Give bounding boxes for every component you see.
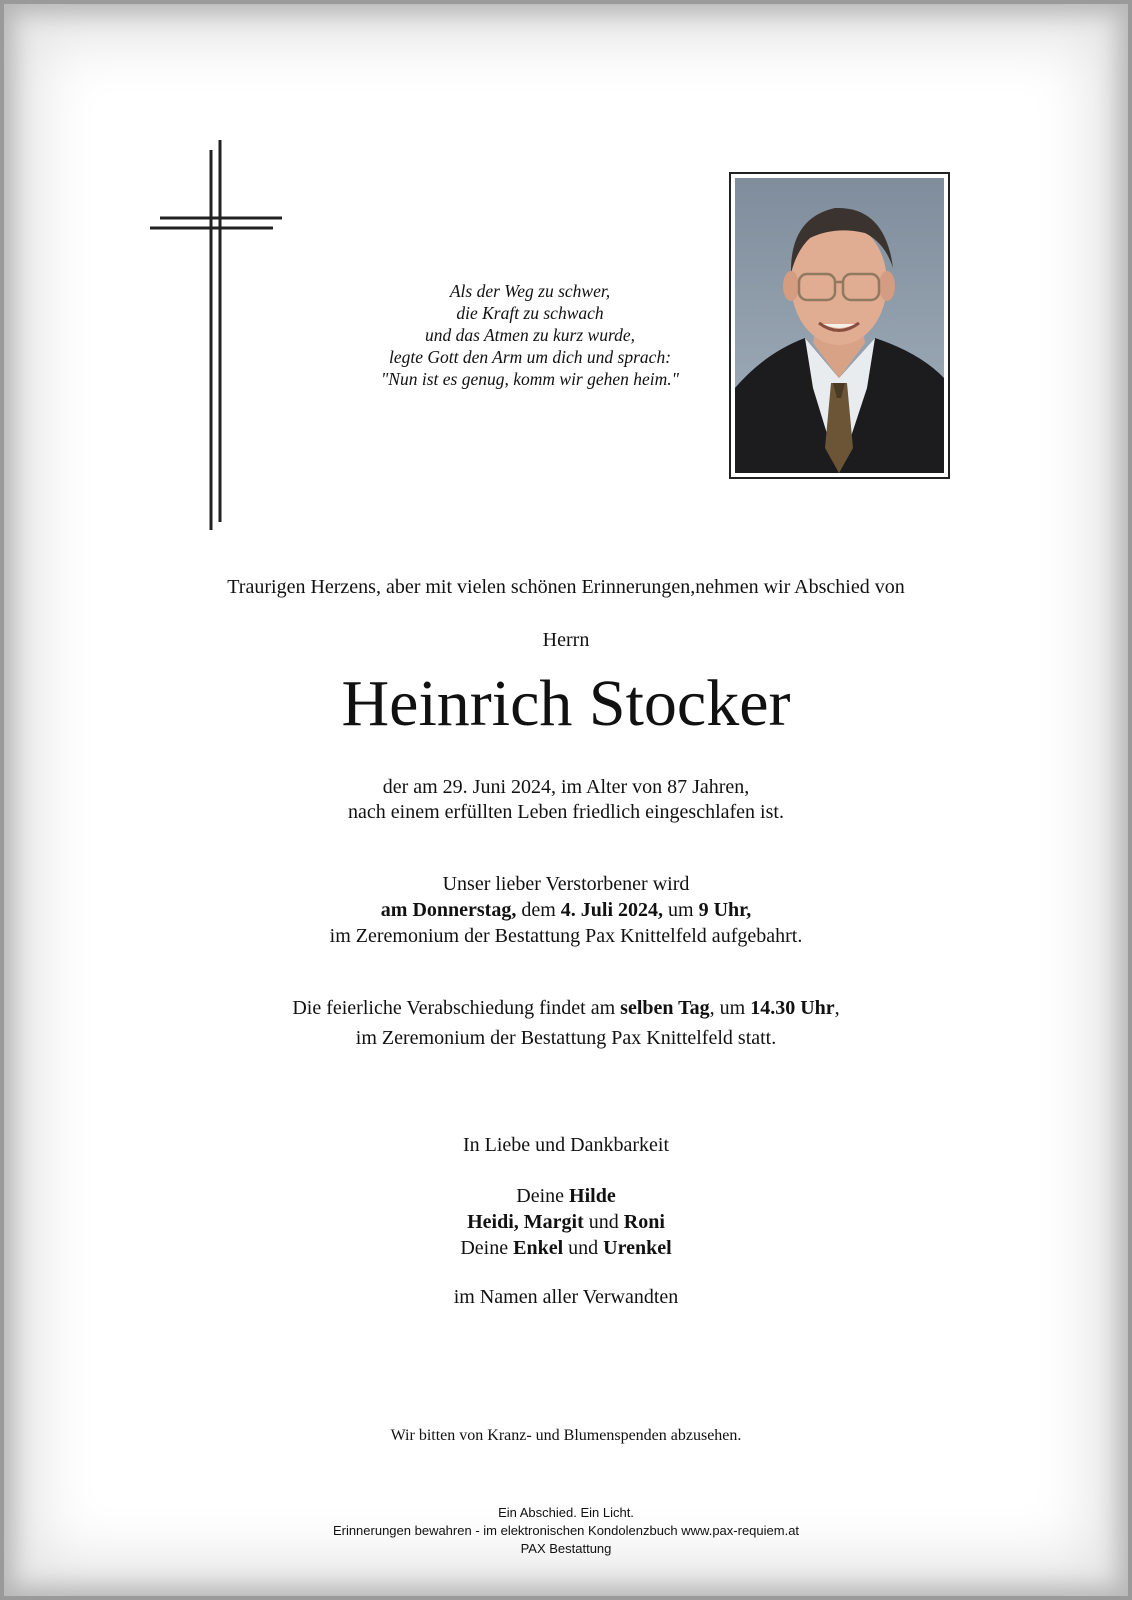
- mourners-text: Deine: [516, 1185, 570, 1207]
- footer-line-3: PAX Bestattung: [520, 1541, 612, 1556]
- farewell-time: 14.30 Uhr: [750, 997, 835, 1019]
- mourners-text: und: [563, 1237, 604, 1259]
- viewing-um: um: [663, 899, 699, 921]
- viewing-line-1: Unser lieber Verstorbener wird: [442, 873, 690, 895]
- intro-text: Traurigen Herzens, aber mit vielen schönen Erinnerungen,nehmen wir Abschied von: [227, 576, 905, 598]
- death-notice: [0, 775, 1132, 825]
- viewing-dem: dem: [516, 899, 561, 921]
- mourners-line-1: [0, 1183, 1132, 1209]
- mourner-name: Heidi, Margit: [467, 1211, 584, 1233]
- portrait-frame: [729, 172, 950, 479]
- mourners-line-2: [0, 1209, 1132, 1235]
- footer-line-1: Ein Abschied. Ein Licht.: [498, 1505, 634, 1520]
- farewell-line-1: [0, 993, 1132, 1023]
- mourners-text: Deine: [460, 1237, 514, 1259]
- mourner-name: Roni: [623, 1211, 665, 1233]
- farewell-prefix: Die feierliche Verabschiedung findet am: [292, 997, 621, 1019]
- salutation: Herrn: [542, 629, 590, 651]
- footer-line-2: Erinnerungen bewahren - im elektronischen Kondolenzbuch www.pax-requiem.at: [332, 1523, 800, 1538]
- mourners: [0, 1183, 1132, 1261]
- mourners-line-3: [0, 1235, 1132, 1261]
- relatives-line: im Namen aller Verwandten: [453, 1286, 679, 1308]
- viewing-line-2: [0, 897, 1132, 923]
- poem-line: legte Gott den Arm um dich und sprach:: [388, 347, 672, 367]
- poem-line: Als der Weg zu schwer,: [449, 281, 611, 301]
- deceased-name: Heinrich Stocker: [341, 667, 791, 740]
- cross-icon: [150, 140, 290, 540]
- mourner-name: Enkel: [513, 1237, 564, 1259]
- viewing-day: am Donnerstag,: [380, 899, 517, 921]
- thanks-line: In Liebe und Dankbarkeit: [462, 1134, 670, 1156]
- farewell-line-2: im Zeremonium der Bestattung Pax Knittelfeld statt.: [355, 1027, 777, 1049]
- farewell-um: , um: [709, 997, 751, 1019]
- death-line-2: nach einem erfüllten Leben friedlich eingeschlafen ist.: [348, 801, 784, 823]
- footer: [0, 1504, 1132, 1558]
- viewing-notice: [0, 871, 1132, 949]
- viewing-line-3: im Zeremonium der Bestattung Pax Knittelfeld aufgebahrt.: [329, 925, 803, 947]
- mourner-name: Urenkel: [603, 1237, 672, 1259]
- farewell-suffix: ,: [834, 997, 840, 1019]
- flower-request: Wir bitten von Kranz- und Blumenspenden abzusehen.: [390, 1427, 742, 1444]
- farewell-notice: [0, 993, 1132, 1053]
- mourner-name: Hilde: [569, 1185, 616, 1207]
- portrait-photo: [735, 178, 944, 473]
- poem-line: die Kraft zu schwach: [456, 303, 604, 323]
- poem-line: "Nun ist es genug, komm wir gehen heim.": [380, 369, 680, 389]
- death-line-1: der am 29. Juni 2024, im Alter von 87 Jahren,: [382, 776, 750, 798]
- mourners-text: und: [583, 1211, 624, 1233]
- farewell-day: selben Tag: [620, 997, 710, 1019]
- viewing-date: 4. Juli 2024,: [560, 899, 664, 921]
- poem: [340, 280, 720, 390]
- poem-line: und das Atmen zu kurz wurde,: [425, 325, 635, 345]
- viewing-time: 9 Uhr,: [698, 899, 752, 921]
